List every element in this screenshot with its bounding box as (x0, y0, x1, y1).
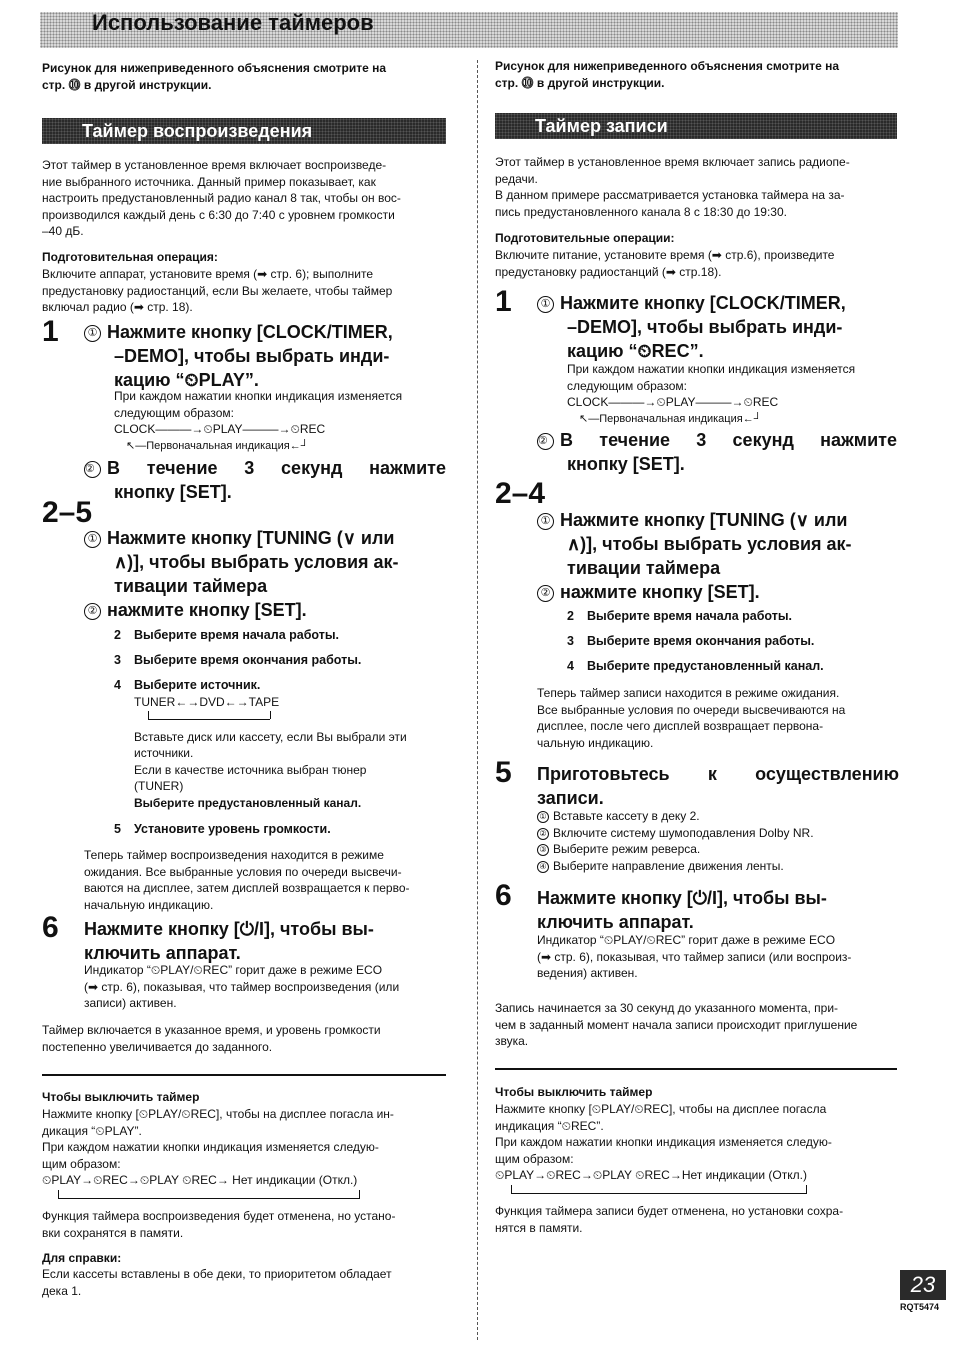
right-off-title: Чтобы выключить таймер (495, 1085, 653, 1099)
left-off-title: Чтобы выключить таймер (42, 1090, 200, 1104)
right-prep-text: Включите питание, установите время (➡ стр.6), произведите предустановку радиостанций (➡ стр.18). (495, 248, 835, 279)
right-standby-text: Теперь таймер записи находится в режиме ожидания. Все выбранные условия по очереди высвечиваются на дисплее, после чего дисплей возвращает первона- чальную индикацию. (537, 686, 846, 750)
left-ref-title: Для справки: (42, 1251, 122, 1265)
left-intro: Рисунок для нижеприведенного объяснения смотрите на стр. ⓾ в другой инструкции. (42, 61, 387, 92)
left-step1-cycle: CLOCK———→⏲PLAY———→⏲REC (114, 422, 326, 436)
left-off-cancel: Функция таймера воспроизведения будет отменена, но устано- вки сохранятся в памяти. (42, 1209, 396, 1240)
list-item: ① Вставьте кассету в деку 2. (537, 808, 899, 825)
list-item: ③ Выберите режим реверса. (537, 841, 899, 858)
right-intro: Рисунок для нижеприведенного объяснения смотрите на стр. ⓾ в другой инструкции. (495, 59, 840, 90)
right-step24-heading: ① Нажмите кнопку [TUNING (∨ или ∧)], чтобы выбрать условия ак- тивации таймера ② нажмите кнопку [SET]. (537, 508, 899, 604)
list-item: 3 Выберите время окончания работы. (114, 653, 362, 667)
right-step6-number: 6 (495, 879, 512, 912)
left-source-block: TUNER←→DVD←→TAPE Вставьте диск или кассету, если Вы выбрали эти источники. Если в качестве источника выбран тюнер (TUNER) Выберите предустановленный канал. (134, 694, 448, 811)
page-number: 23 (900, 1270, 946, 1300)
left-standby-text: Теперь таймер воспроизведения находится в режиме ожидания. Все выбранные условия по очереди высвечи- ваются на дисплее, затем дисплей возвращается к перво- начальную индикацию. (84, 848, 410, 912)
left-step25-heading: ① Нажмите кнопку [TUNING (∨ или ∧)], чтобы выбрать условия ак- тивации таймера ② нажмите кнопку [SET]. (84, 526, 448, 622)
right-section-header (495, 113, 897, 139)
left-step1-initial: ↖—Первоначальная индикация←┘ (126, 439, 309, 452)
right-step1-note: При каждом нажатии кнопки индикация изменяется следующим образом: CLOCK———→⏲PLAY———→⏲REC ↖—Первоначальная индикация←┘ (567, 361, 899, 427)
right-step5-number: 5 (495, 756, 512, 789)
left-substep5: 5 Установите уровень громкости. (114, 822, 331, 836)
right-step1-cycle: CLOCK———→⏲PLAY———→⏲REC (567, 395, 779, 409)
left-timer-on: Таймер включается в указанное время, и уровень громкости постепенно увеличивается до заданного. (42, 1023, 381, 1054)
right-rec-start: Запись начинается за 30 секунд до указанного момента, при- чем в заданный момент начала записи происходит приглушение звука. (495, 1001, 858, 1048)
right-section-title: Таймер записи (535, 116, 668, 136)
left-step1-heading: ① Нажмите кнопку [CLOCK/TIMER, –DEMO], чтобы выбрать инди- кацию “⏲PLAY”. (84, 320, 448, 392)
right-off-cancel: Функция таймера записи будет отменена, но установки сохра- нятся в памяти. (495, 1204, 844, 1235)
list-item: 4 Выберите предустановленный канал. (567, 659, 824, 673)
left-divider (42, 1074, 446, 1076)
right-off-cycle: ⏲PLAY→⏲REC→⏲PLAY ⏲REC→Нет индикации (Откл.) (495, 1168, 807, 1182)
left-off-text: Нажмите кнопку [⏲PLAY/⏲REC], чтобы на дисплее погасла ин- дикация “⏲PLAY”. При каждом нажатии кнопки индикация изменяется следую- щим образом: ⏲PLAY→⏲REC→⏲PLAY ⏲REC→ Нет индикации (Откл.) (42, 1106, 446, 1189)
list-item: ④ Выберите направление движения ленты. (537, 858, 899, 875)
left-step6-heading: Нажмите кнопку [⏻/I], чтобы вы- ключить аппарат. (84, 919, 374, 963)
right-step1b-heading: ② В течение 3 секунд нажмите кнопку [SET]. (538, 430, 897, 474)
left-step6-note: Индикатор “⏲PLAY/⏲REC” горит даже в режиме ECO (➡ стр. 6), показывая, что таймер воспроизведения (или записи) активен. (84, 963, 400, 1010)
right-step1-initial: ↖—Первоначальная индикация←┘ (579, 412, 762, 425)
left-off-cycle: ⏲PLAY→⏲REC→⏲PLAY ⏲REC→ Нет индикации (Откл.) (42, 1173, 358, 1187)
right-prep-title: Подготовительные операции: (495, 231, 675, 245)
left-prep-title: Подготовительная операция: (42, 250, 218, 264)
left-section-header (42, 118, 446, 144)
left-step1b-heading: ② В течение 3 секунд нажмите кнопку [SET]. (85, 458, 446, 502)
left-step1-note: При каждом нажатии кнопки индикация изменяется следующим образом: CLOCK———→⏲PLAY———→⏲REC ↖—Первоначальная индикация←┘ (114, 388, 448, 454)
list-item: 2 Выберите время начала работы. (114, 628, 340, 642)
right-step5-heading: Приготовьтесь к осуществлению записи. (537, 764, 899, 808)
left-substeps (114, 628, 448, 696)
list-item: 2 Выберите время начала работы. (567, 609, 793, 623)
left-step6-number: 6 (42, 911, 59, 944)
right-divider (495, 1068, 897, 1070)
right-step6-note: Индикатор “⏲PLAY/⏲REC” горит даже в режиме ECO (➡ стр. 6), показывая, что таймер записи (или воспроиз- ведения) активен. (537, 933, 852, 980)
list-item: 3 Выберите время окончания работы. (567, 634, 815, 648)
left-step1-number: 1 (42, 315, 59, 348)
list-item: 4 Выберите источник. (114, 678, 261, 692)
left-prep-text: Включите аппарат, установите время (➡ стр. 6); выполните предустановку радиостанций, если Вы желаете, чтобы таймер включал радио (➡ стр. 18). (42, 267, 393, 314)
left-step25-number: 2–5 (42, 496, 93, 529)
left-source-cycle: TUNER←→DVD←→TAPE (134, 695, 280, 709)
right-step1-heading: ① Нажмите кнопку [CLOCK/TIMER, –DEMO], чтобы выбрать инди- кацию “⏲REC”. (537, 291, 899, 363)
left-off-cycle-arrow (58, 1190, 360, 1200)
right-description: Этот таймер в установленное время включает запись радиопе- редачи. В данном примере рассматривается установка таймера на за- пись предустановленного канала 8 с 18:30 до 19:30. (495, 155, 850, 219)
right-off-cycle-arrow (511, 1185, 807, 1195)
doc-code: RQT5474 (900, 1302, 940, 1312)
list-item: ② Включите систему шумоподавления Dolby NR. (537, 825, 899, 842)
page-title: Использование таймеров (92, 10, 374, 35)
right-substeps (567, 609, 899, 677)
left-ref-text: Если кассеты вставлены в обе деки, то приоритетом обладает дека 1. (42, 1267, 392, 1298)
column-divider (477, 60, 478, 1340)
right-off-text: Нажмите кнопку [⏲PLAY/⏲REC], чтобы на дисплее погасла индикация “⏲REC”. При каждом нажатии кнопки индикация изменяется следую- щим образом: ⏲PLAY→⏲REC→⏲PLAY ⏲REC→Нет индикации (Откл.) (495, 1101, 897, 1184)
left-description: Этот таймер в установленное время включает воспроизведе- ние выбранного источника. Данный пример показывает, как настроить предустановленный радио канал 8 так, чтобы он вос- производился каждый день с 6:30 до 7:40 с уровнем громкости –40 дБ. (42, 158, 401, 238)
right-step24-number: 2–4 (495, 477, 546, 510)
left-section-title: Таймер воспроизведения (82, 121, 313, 141)
right-step6-heading: Нажмите кнопку [⏻/I], чтобы вы- ключить аппарат. (537, 888, 827, 932)
right-step1-number: 1 (495, 285, 512, 318)
right-step5-list (537, 808, 899, 874)
